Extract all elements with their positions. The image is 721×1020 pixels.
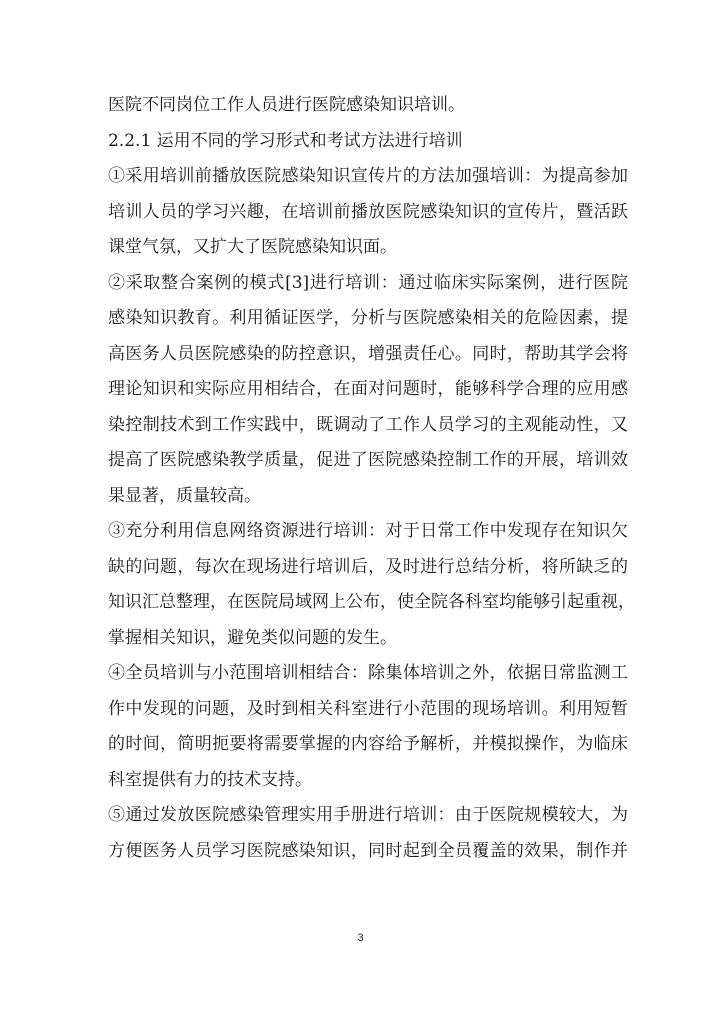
text-line: ①采用培训前播放医院感染知识宣传片的方法加强培训：为提高参加 (108, 166, 628, 186)
text-line: ⑤通过发放医院感染管理实用手册进行培训：由于医院规模较大，为 (108, 805, 628, 825)
text-line: ②采取整合案例的模式[3]进行培训：通过临床实际案例，进行医院 (108, 272, 628, 293)
text-line: 缺的问题，每次在现场进行培训后，及时进行总结分析，将所缺乏的 (108, 556, 628, 577)
text-line: 理论知识和实际应用相结合，在面对问题时，能够科学合理的应用感 (108, 379, 628, 399)
text-line: 医院不同岗位工作人员进行医院感染知识培训。 (108, 95, 465, 115)
body-text (108, 88, 635, 869)
text-line: 染控制技术到工作实践中，既调动了工作人员学习的主观能动性，又 (108, 414, 628, 435)
text-line: 果显著，质量较高。 (108, 485, 261, 506)
text-line: 掌握相关知识，避免类似问题的发生。 (108, 627, 397, 648)
text-line: 培训人员的学习兴趣，在培训前播放医院感染知识的宣传片，暨活跃 (108, 201, 628, 222)
text-line: 作中发现的问题，及时到相关科室进行小范围的现场培训。利用短暂 (108, 698, 628, 719)
text-line: 提高了医院感染教学质量，促进了医院感染控制工作的开展，培训效 (108, 450, 628, 470)
text-line: 课堂气氛，又扩大了医院感染知识面。 (108, 237, 397, 257)
text-line: ④全员培训与小范围培训相结合：除集体培训之外，依据日常监测工 (108, 663, 628, 683)
page-number: 3 (357, 932, 364, 944)
text-line: 方便医务人员学习医院感染知识，同时起到全员覆盖的效果，制作并 (108, 840, 628, 861)
text-line: 科室提供有力的技术支持。 (108, 769, 312, 790)
text-line: 的时间，简明扼要将需要掌握的内容给予解析，并模拟操作，为临床 (108, 734, 628, 754)
text-line: 知识汇总整理，在医院局域网上公布，使全院各科室均能够引起重视， (108, 592, 635, 612)
section-heading: 2.2.1 运用不同的学习形式和考试方法进行培训 (108, 130, 463, 151)
text-line: ③充分利用信息网络资源进行培训：对于日常工作中发现存在知识欠 (108, 521, 628, 541)
text-line: 感染知识教育。利用循证医学，分析与医院感染相关的危险因素，提 (108, 308, 628, 328)
text-line: 高医务人员医院感染的防控意识，增强责任心。同时，帮助其学会将 (108, 343, 628, 364)
